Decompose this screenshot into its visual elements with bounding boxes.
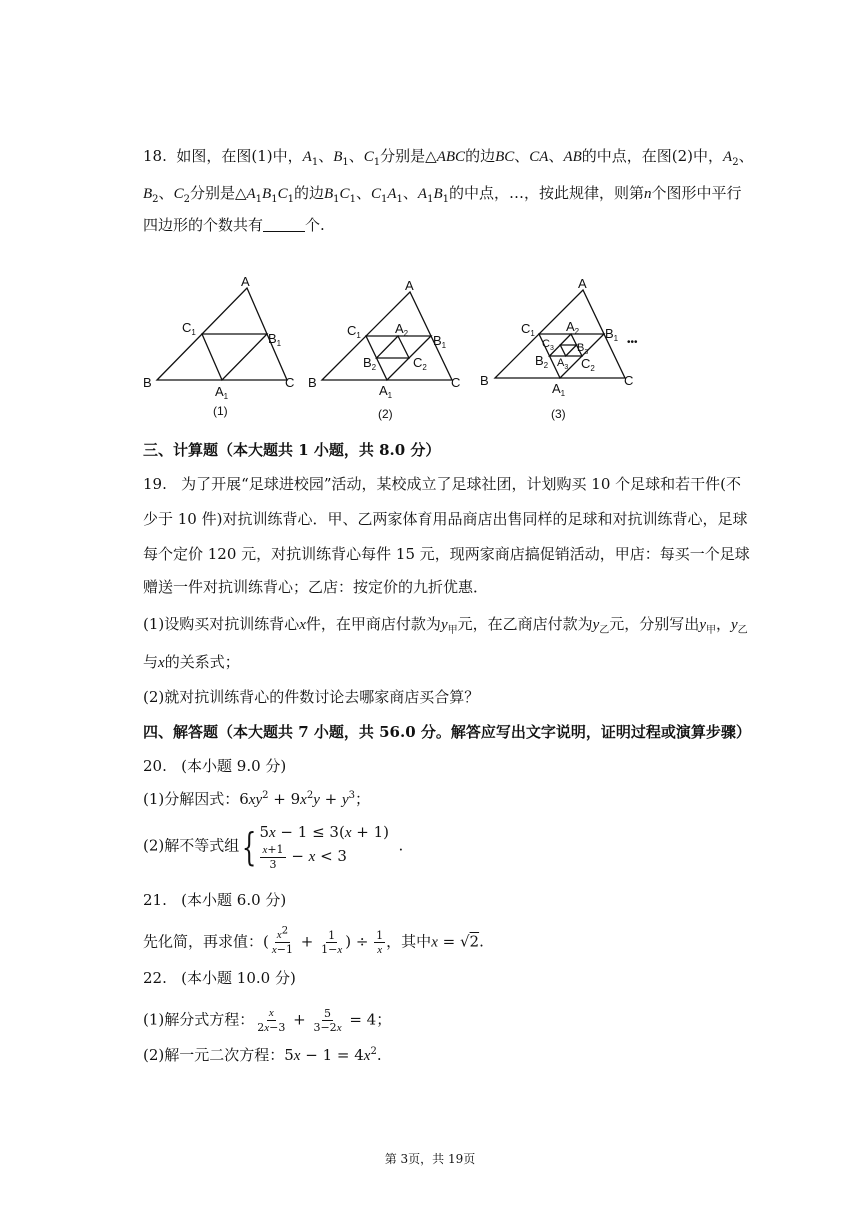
section4-title: 四、解答题（本大题共 7 小题，共 56.0 分。解答应写出文字说明，证明过程或演算步骤） (143, 723, 751, 741)
fig1-label-A1: $A_1$ (215, 384, 229, 401)
fig2-label-A: A (405, 278, 414, 293)
fig3-label-B2: $B_2$ (535, 353, 549, 370)
fig3-label-B3: $B_3$ (577, 342, 589, 356)
q19-part2: (2)就对抗训练背心的件数讨论去哪家商店买合算？ (143, 688, 480, 706)
q22-header: 22. (本小题 10.0 分) (143, 969, 296, 987)
fig3-ellipsis: ••• (627, 337, 638, 348)
q22-part1: (1)解分式方程： $\frac{x}{2x-3}$ + $\frac{5}{3-2x}$ = 4； (143, 1006, 392, 1034)
q19-line-1: 19. 为了开展“足球进校园”活动，某校成立了足球社团，计划购买 10 个足球和若干件(不 (143, 475, 741, 493)
q22-part2: (2)解一元二次方程：$5x - 1 = 4x^2$. (143, 1046, 382, 1064)
fig3-label-B1: $B_1$ (605, 326, 619, 343)
q19-part1-line1: (1)设购买对抗训练背心x件，在甲商店付款为$y_甲$元，在乙商店付款为$y_乙$元，分别写出$y_甲$，$y_乙$ (143, 615, 748, 636)
fig3-label-C1: $C_1$ (521, 321, 535, 338)
fig3-caption: (3) (551, 407, 566, 421)
q19-part1-line2: 与x的关系式； (143, 653, 240, 671)
fig3-label-B: B (480, 373, 489, 388)
q20-part2: (2)解不等式组{ 5x − 1 ≤ 3(x + 1) $\frac{x+1}{3}$ − x < 3 . (143, 823, 404, 871)
fig2-label-B2: $B_2$ (363, 355, 377, 372)
q19-line-3: 每个定价 120 元，对抗训练背心每件 15 元，现两家商店搞促销活动，甲店：每买一个足球 (143, 545, 750, 563)
triangle-figures (137, 275, 657, 425)
fig1-label-B1: $B_1$ (268, 331, 282, 348)
fig1-label-C: C (285, 375, 295, 390)
q21-header: 21. (本小题 6.0 分) (143, 891, 287, 909)
fig1-caption: (1) (213, 404, 228, 418)
fig2-label-C: C (451, 375, 461, 390)
fig3-label-C3: $C_3$ (542, 338, 554, 352)
section3-title: 三、计算题（本大题共 1 小题，共 8.0 分） (143, 441, 441, 459)
q18-line-1: 18. 如图，在图(1)中，$A_1$、$B_1$、$C_1$分别是△ABC的边BC、CA、AB的中点，在图(2)中，$A_2$、 (143, 147, 754, 168)
fig2-label-C1: $C_1$ (347, 323, 361, 340)
fig2-caption: (2) (378, 407, 393, 421)
q20-header: 20. (本小题 9.0 分) (143, 757, 287, 775)
fig2-label-C2: $C_2$ (413, 355, 427, 372)
fig1-label-B: B (143, 375, 152, 390)
fig2-label-A1: $A_1$ (379, 383, 393, 400)
fig3-label-A: A (578, 276, 587, 291)
fig3-label-A2: $A_2$ (566, 319, 580, 336)
fig3-label-A3: $A_3$ (557, 357, 569, 371)
q19-line-4: 赠送一件对抗训练背心；乙店：按定价的九折优惠． (143, 578, 489, 596)
page-footer: 第 3页，共 19页 (384, 1152, 476, 1166)
fig2-label-B1: $B_1$ (433, 333, 447, 350)
q20-part1: (1)分解因式：$6xy^2 + 9x^2y + y^3$； (143, 790, 371, 808)
q21-text: 先化简，再求值：( $\frac{x^2}{x-1}$ + $\frac{1}{1-x}$ ) ÷ $\frac{1}{x}$ ，其中x = √2. (143, 925, 484, 956)
fig1-label-A: A (241, 275, 250, 289)
fig1-label-C1: $C_1$ (182, 320, 196, 337)
fig2-label-A2: $A_2$ (395, 321, 409, 338)
fig2-label-B: B (308, 375, 317, 390)
fig3-label-A1: $A_1$ (552, 381, 566, 398)
q19-line-2: 少于 10 件)对抗训练背心．甲、乙两家体育用品商店出售同样的足球和对抗训练背心，足球 (143, 510, 748, 528)
q18-line-3: 四边形的个数共有 个. (143, 216, 325, 234)
fig3-label-C2: $C_2$ (581, 356, 595, 373)
q18-line-2: $B_2$、$C_2$分别是$\triangle A_1B_1C_1$的边$B_1C_1$、$C_1A_1$、$A_1B_1$的中点，…，按此规律，则第n个图形中平行 (143, 184, 742, 205)
fig3-label-C: C (624, 373, 634, 388)
answer-blank (263, 217, 305, 232)
